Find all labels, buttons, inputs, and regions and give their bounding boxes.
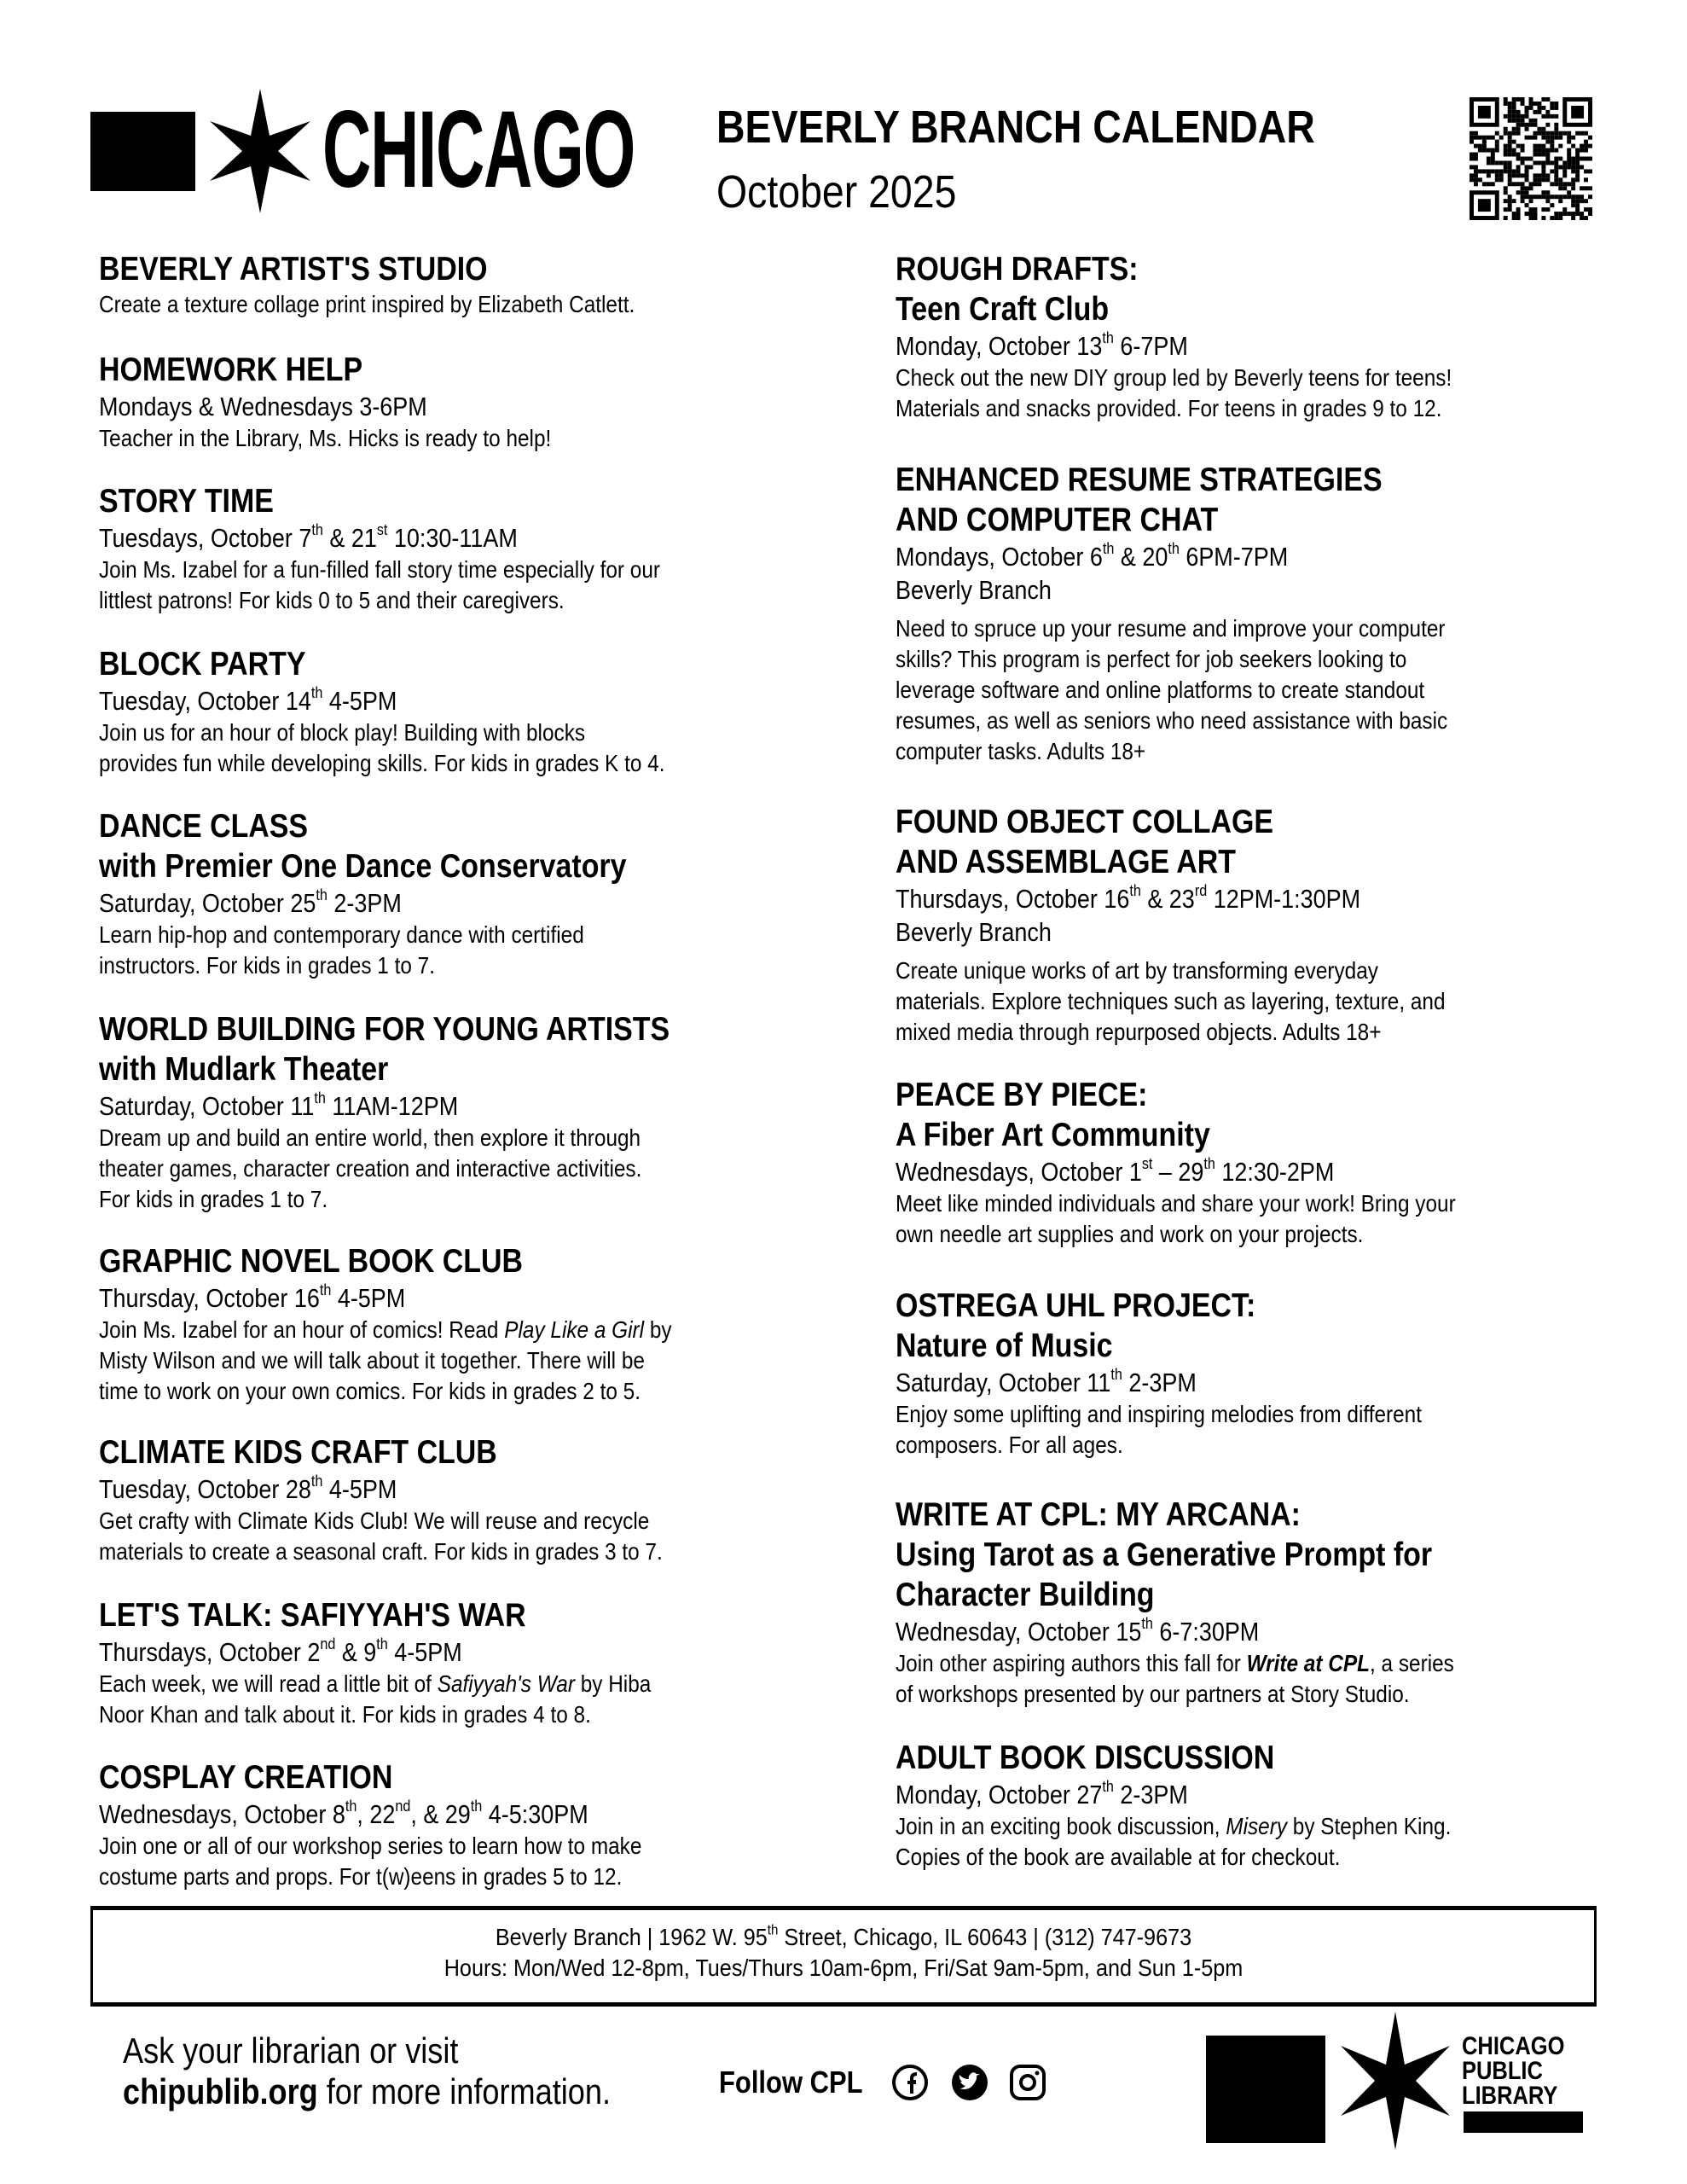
ordinal-suffix: th [1129, 881, 1141, 900]
cpl-star-icon [1336, 2012, 1455, 2150]
event-description: time to work on your own comics. For kids in grades 2 to 5. [99, 1378, 641, 1404]
page-title: BEVERLY BRANCH CALENDAR [716, 102, 1315, 153]
event-description: Copies of the book are available at for checkout. [896, 1844, 1341, 1870]
event-description: For kids in grades 1 to 7. [99, 1186, 328, 1212]
ordinal-suffix: th [376, 1635, 388, 1653]
event-item [99, 1009, 670, 1215]
event-date: Wednesdays, October 8th, 22nd, & 29th 4-5:30PM [99, 1797, 588, 1829]
event-title: STORY TIME [99, 483, 274, 520]
event-description: of workshops presented by our partners at Story Studio. [896, 1681, 1410, 1707]
event-title: Nature of Music [896, 1327, 1113, 1364]
event-description: Join in an exciting book discussion, Misery by Stephen King. [896, 1813, 1452, 1839]
ask-librarian-text [123, 2030, 611, 2112]
event-item [99, 1241, 672, 1407]
event-item [896, 249, 1452, 424]
event-description: materials. Explore techniques such as layering, texture, and [896, 988, 1446, 1014]
event-date: Tuesday, October 14th 4-5PM [99, 683, 397, 716]
ordinal-suffix: th [319, 1281, 332, 1299]
italic-title: Safiyyah's War [437, 1670, 575, 1697]
event-title: Using Tarot as a Generative Prompt for [896, 1536, 1433, 1573]
event-item [99, 1432, 663, 1567]
event-item [896, 1738, 1451, 1873]
chipublib-link[interactable]: chipublib.org [123, 2071, 318, 2111]
event-item [99, 249, 635, 320]
event-title: Teen Craft Club [896, 291, 1110, 328]
event-description: Noor Khan and talk about it. For kids in grades 4 to 8. [99, 1701, 591, 1728]
follow-cpl-label: Follow CPL [719, 2065, 863, 2100]
event-description: Learn hip-hop and contemporary dance with certified [99, 921, 584, 948]
event-title: with Premier One Dance Conservatory [99, 848, 627, 885]
event-title: WRITE AT CPL: MY ARCANA: [896, 1496, 1301, 1533]
event-description: Join one or all of our workshop series to learn how to make [99, 1833, 642, 1859]
event-description: Materials and snacks provided. For teens in grades 9 to 12. [896, 395, 1442, 421]
instagram-icon[interactable] [1008, 2063, 1047, 2102]
event-description: Join Ms. Izabel for an hour of comics! Read Play Like a Girl by [99, 1316, 672, 1343]
event-description: skills? This program is perfect for job seekers looking to [896, 646, 1407, 672]
ordinal-suffix: st [376, 520, 388, 539]
event-item [896, 460, 1447, 767]
event-description: Get crafty with Climate Kids Club! We will reuse and recycle [99, 1507, 650, 1534]
event-description: costume parts and props. For t(w)eens in grades 5 to 12. [99, 1863, 623, 1890]
event-description: theater games, character creation and interactive activities. [99, 1155, 642, 1182]
event-description: Enjoy some uplifting and inspiring melodies from different [896, 1401, 1422, 1427]
event-description: leverage software and online platforms to create standout [896, 677, 1425, 703]
event-description: Each week, we will read a little bit of Safiyyah's War by Hiba [99, 1670, 652, 1697]
ordinal-suffix: th [1110, 1365, 1122, 1384]
ordinal-suffix: th [1168, 539, 1180, 558]
cpl-logo-block [1206, 2036, 1325, 2143]
event-date: Wednesdays, October 1st – 29th 12:30-2PM [896, 1154, 1335, 1187]
ordinal-suffix: th [310, 683, 323, 702]
italic-title: Misery [1226, 1813, 1288, 1839]
ordinal-suffix: th [311, 520, 323, 539]
event-title: COSPLAY CREATION [99, 1759, 393, 1796]
event-title: AND COMPUTER CHAT [896, 502, 1219, 538]
event-item [99, 1757, 641, 1892]
cpl-text-library: LIBRARY [1462, 2082, 1558, 2110]
ordinal-suffix: th [316, 886, 328, 904]
ordinal-suffix: rd [1194, 881, 1208, 900]
event-date: Tuesdays, October 7th & 21st 10:30-11AM [99, 520, 518, 553]
event-description: Dream up and build an entire world, then explore it through [99, 1124, 641, 1151]
event-location: Beverly Branch [896, 575, 1052, 605]
event-date: Monday, October 27th 2-3PM [896, 1777, 1188, 1809]
branch-info-box [90, 1906, 1597, 2007]
event-description: Need to spruce up your resume and improve your computer [896, 615, 1446, 642]
ordinal-suffix: th [470, 1797, 483, 1815]
event-description: Join Ms. Izabel for a fun-filled fall story time especially for our [99, 556, 660, 583]
event-location: Beverly Branch [896, 917, 1052, 947]
ordinal-suffix: th [1203, 1154, 1215, 1173]
ordinal-suffix: nd [320, 1635, 336, 1653]
event-date: Wednesday, October 15th 6-7:30PM [896, 1614, 1260, 1647]
event-title: BLOCK PARTY [99, 646, 306, 682]
cpl-text-public: PUBLIC [1462, 2057, 1543, 2085]
ask-line-2 [123, 2071, 611, 2112]
event-description: Meet like minded individuals and share your work! Bring your [896, 1190, 1456, 1217]
event-description: resumes, as well as seniors who need assistance with basic [896, 707, 1448, 734]
event-description: Teacher in the Library, Ms. Hicks is ready to help! [99, 425, 552, 451]
event-description: littlest patrons! For kids 0 to 5 and their caregivers. [99, 587, 565, 613]
event-description: provides fun while developing skills. For kids in grades K to 4. [99, 750, 665, 776]
cpl-text-chicago: CHICAGO [1462, 2032, 1565, 2060]
event-date: Monday, October 13th 6-7PM [896, 328, 1188, 361]
event-title: ENHANCED RESUME STRATEGIES [896, 462, 1383, 498]
logo-wordmark: CHICAGO [322, 89, 635, 211]
event-date: Mondays, October 6th & 20th 6PM-7PM [896, 539, 1289, 572]
event-title: with Mudlark Theater [99, 1051, 389, 1088]
event-title: Character Building [896, 1577, 1155, 1613]
event-item [896, 1495, 1454, 1710]
ordinal-suffix: st [1141, 1154, 1153, 1173]
event-item [99, 481, 660, 616]
event-title: PEACE BY PIECE: [896, 1077, 1148, 1113]
branch-hours: Hours: Mon/Wed 12-8pm, Tues/Thurs 10am-6pm, Fri/Sat 9am-5pm, and Sun 1-5pm [443, 1955, 1244, 1981]
ask-line-2-rest: for more information. [317, 2071, 612, 2111]
ordinal-suffix: th [314, 1089, 326, 1107]
event-item [896, 802, 1446, 1048]
event-description: Create a texture collage print inspired by Elizabeth Catlett. [99, 291, 635, 317]
branch-address: Beverly Branch | 1962 W. 95th Street, Chicago, IL 60643 | (312) 747-9673 [495, 1921, 1192, 1950]
event-date: Thursdays, October 16th & 23rd 12PM-1:30PM [896, 881, 1361, 914]
event-item [896, 1075, 1456, 1250]
event-item [896, 1286, 1422, 1461]
ordinal-suffix: th [1141, 1614, 1153, 1633]
page-subtitle-month: October 2025 [716, 166, 957, 218]
event-description: own needle art supplies and work on your projects. [896, 1221, 1364, 1247]
event-date: Saturday, October 25th 2-3PM [99, 886, 402, 918]
event-description: mixed media through repurposed objects. Adults 18+ [896, 1019, 1382, 1045]
facebook-icon[interactable] [890, 2063, 930, 2102]
cpl-logo-bar [1464, 2111, 1583, 2133]
event-title: OSTREGA UHL PROJECT: [896, 1287, 1256, 1324]
event-title: A Fiber Art Community [896, 1117, 1210, 1153]
event-date: Saturday, October 11th 11AM-12PM [99, 1089, 459, 1121]
event-title: CLIMATE KIDS CRAFT CLUB [99, 1434, 497, 1471]
event-item [99, 806, 627, 981]
event-description: Join us for an hour of block play! Building with blocks [99, 719, 586, 746]
ordinal-suffix: nd [395, 1797, 411, 1815]
twitter-icon[interactable] [950, 2063, 989, 2102]
ordinal-suffix: th [310, 1472, 323, 1490]
event-date: Mondays & Wednesdays 3-6PM [99, 392, 427, 421]
logo-block [90, 112, 195, 191]
event-title: ROUGH DRAFTS: [896, 251, 1139, 288]
event-item [99, 644, 664, 779]
event-title: LET'S TALK: SAFIYYAH'S WAR [99, 1597, 526, 1634]
ordinal-suffix: th [1102, 1777, 1114, 1796]
ask-line-1: Ask your librarian or visit [123, 2030, 459, 2071]
chicago-star-icon [205, 89, 316, 213]
event-date: Tuesday, October 28th 4-5PM [99, 1472, 397, 1504]
event-description: computer tasks. Adults 18+ [896, 738, 1146, 764]
event-item [99, 350, 551, 454]
ordinal-suffix: th [1102, 328, 1114, 347]
event-description: instructors. For kids in grades 1 to 7. [99, 952, 435, 979]
event-description: Join other aspiring authors this fall for Write at CPL, a series [896, 1650, 1454, 1676]
event-date: Thursdays, October 2nd & 9th 4-5PM [99, 1635, 462, 1667]
event-date: Saturday, October 11th 2-3PM [896, 1365, 1197, 1397]
event-title: AND ASSEMBLAGE ART [896, 844, 1237, 880]
event-title: WORLD BUILDING FOR YOUNG ARTISTS [99, 1011, 670, 1048]
event-description: composers. For all ages. [896, 1432, 1123, 1458]
event-title: DANCE CLASS [99, 808, 309, 845]
event-description: Create unique works of art by transforming everyday [896, 957, 1378, 984]
event-title: HOMEWORK HELP [99, 351, 363, 388]
event-item [99, 1595, 651, 1730]
ordinal-suffix: th [767, 1921, 779, 1938]
qr-code-icon[interactable] [1469, 97, 1593, 220]
cpl-logo-text [1462, 2034, 1564, 2108]
ordinal-suffix: th [1102, 539, 1115, 558]
bold-italic-title: Write at CPL [1246, 1650, 1371, 1676]
event-description: materials to create a seasonal craft. For kids in grades 3 to 7. [99, 1538, 663, 1565]
event-title: ADULT BOOK DISCUSSION [896, 1740, 1275, 1776]
italic-title: Play Like a Girl [504, 1316, 645, 1343]
event-title: GRAPHIC NOVEL BOOK CLUB [99, 1243, 524, 1280]
event-date: Thursday, October 16th 4-5PM [99, 1281, 406, 1313]
event-title: FOUND OBJECT COLLAGE [896, 804, 1273, 840]
ordinal-suffix: th [345, 1797, 357, 1815]
event-title: BEVERLY ARTIST'S STUDIO [99, 251, 488, 288]
event-description: Check out the new DIY group led by Beverly teens for teens! [896, 364, 1452, 391]
event-description: Misty Wilson and we will talk about it together. There will be [99, 1347, 645, 1374]
